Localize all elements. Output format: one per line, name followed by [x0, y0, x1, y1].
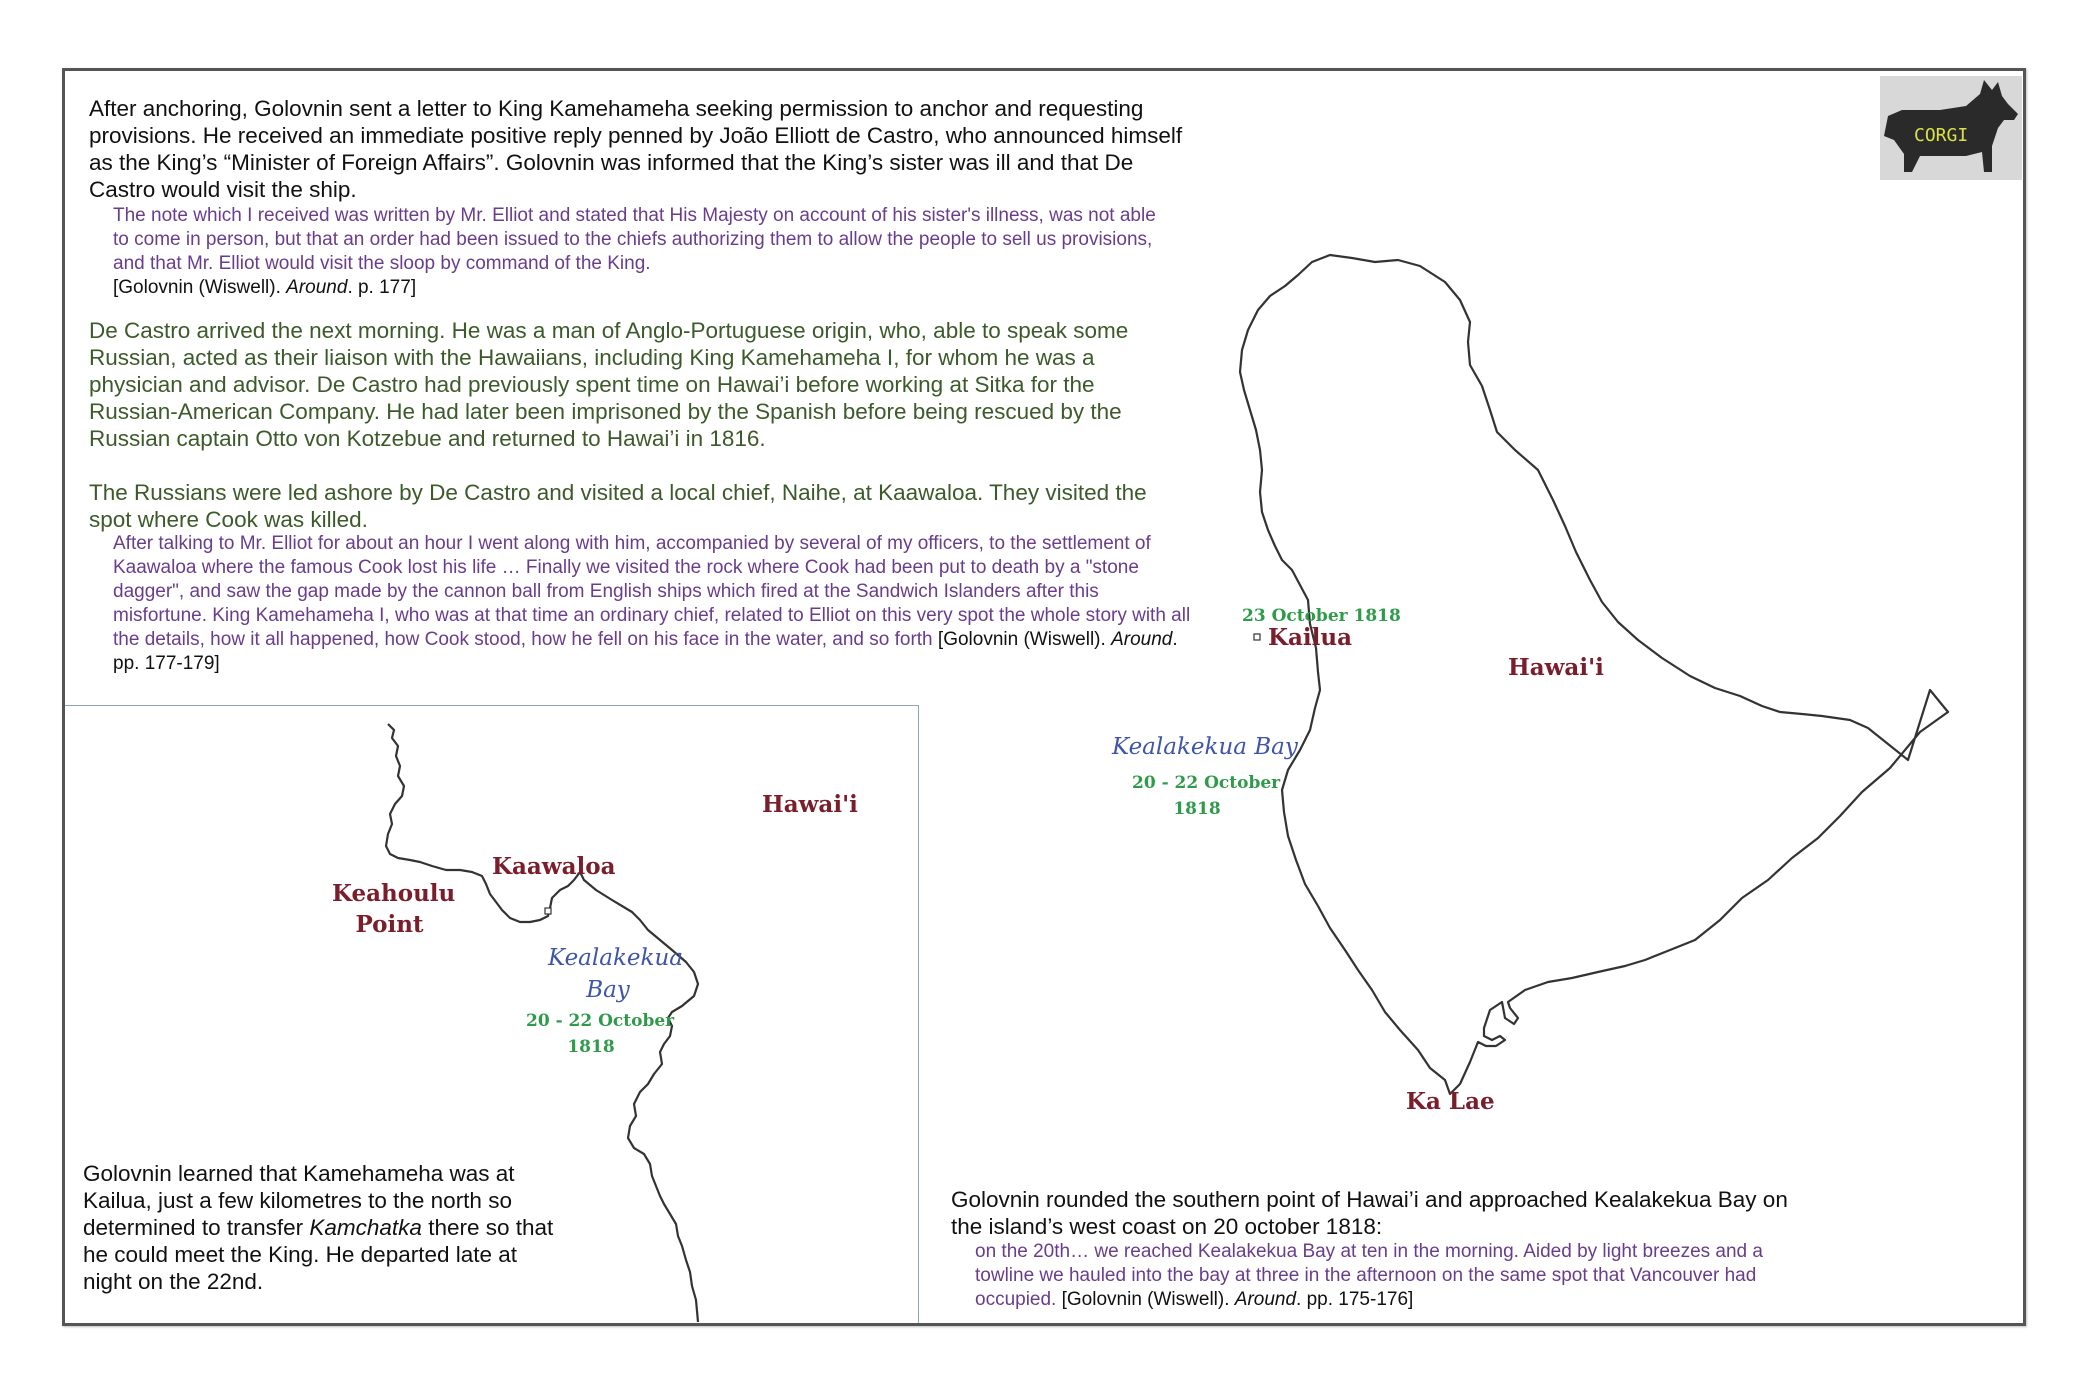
quote-arrival-text: on the 20th… we reached Kealakekua Bay at ten in the morning. Aided by light breezes and a towline we hauled into the bay at three in the afternoon on the same spot that Vancouver had occupied.: [975, 1241, 1763, 1310]
inset-bay-date-line1: 20 - 22 October: [526, 1011, 675, 1031]
citation-3-post: . pp. 175-176]: [1296, 1289, 1414, 1310]
corgi-logo: [1880, 76, 2022, 180]
inset-island-label: Hawai'i: [762, 791, 858, 818]
logo-text: CORGI: [1914, 125, 1969, 146]
citation-2-title: Around: [1111, 629, 1173, 650]
paragraph-approach: Golovnin rounded the southern point of Hawai’i and approached Kealakekua Bay on the island’s west coast on 20 october 1818:: [951, 1187, 1788, 1239]
inset-bay-date-line2: 1818: [567, 1037, 615, 1057]
citation-1-pre: [Golovnin (Wiswell).: [113, 277, 287, 298]
paragraph-anchoring: After anchoring, Golovnin sent a letter to King Kamehameha seeking permission to anchor and requesting provisions. He received an immediate positive reply penned by João Elliott de Castro, who announced himself as the King’s “Minister of Foreign Affairs”. Golovnin was informed that the King’s sister was ill and that De Castro would visit the ship.: [89, 96, 1183, 202]
kailua-marker: [1254, 634, 1260, 640]
inset-bay-date-label: [526, 1008, 675, 1060]
kailua-label: Kailua: [1268, 624, 1352, 651]
keahoulu-point-line2: Point: [355, 911, 424, 938]
citation-1-title: Around: [286, 277, 348, 298]
keahoulu-point-line1: Keahoulu: [332, 880, 456, 907]
main-bay-date-line1: 20 - 22 October: [1132, 773, 1281, 793]
citation-2-post: . pp. 177-179]: [113, 629, 1178, 674]
kaawaloa-label: Kaawaloa: [492, 853, 616, 880]
citation-1-post: . p. 177]: [347, 277, 417, 298]
citation-3-title: Around: [1234, 1289, 1297, 1310]
keahoulu-point-label: [332, 878, 456, 940]
quote-kaawaloa-visit-text: After talking to Mr. Elliot for about an hour I went along with him, accompanied by several of my officers, to the settlement of Kaawaloa where the famous Cook lost his life … Finally we visited the rock where Cook had been put to death by a "stone dagger", and saw the gap made by the cannon ball from English ships which fired at the Sandwich Islanders after this misfortune. King Kamehameha I, who was at that time an ordinary chief, related to Elliot on this very spot the whole story with all the details, how it all happened, how Cook stood, how he fell on his face in the water, and so forth: [113, 533, 1191, 650]
main-bay-label: Kealakekua Bay: [1112, 734, 1298, 760]
paragraph-de-castro: De Castro arrived the next morning. He was a man of Anglo-Portuguese origin, who, able to speak some Russian, acted as their liaison with the Hawaiians, including King Kamehameha I, for whom he was a physician and advisor. De Castro had previously spent time on Hawai’i before working at Sitka for the Russian-American Company. He had later been imprisoned by the Spanish before being rescued by the Russian captain Otto von Kotzebue and returned to Hawai’i in 1816.: [89, 318, 1129, 451]
citation-3-pre: [Golovnin (Wiswell).: [1056, 1289, 1235, 1310]
ka-lae-label: Ka Lae: [1406, 1088, 1495, 1115]
quote-elliot-note-text: The note which I received was written by Mr. Elliot and stated that His Majesty on account of his sister's illness, was not able to come in person, but that an order had been issued to the chiefs authorizing them to allow the people to sell us provisions, and that Mr. Elliot would visit the sloop by command of the King.: [113, 205, 1156, 274]
kailua-date-label: 23 October 1818: [1242, 606, 1401, 626]
paragraph-kailua-transfer-pre: Golovnin learned that Kamehameha was at Kailua, just a few kilometres to the north so determined to transfer: [83, 1161, 515, 1240]
inset-bay-line2: Bay: [586, 977, 630, 1003]
corgi-silhouette-icon: [1880, 76, 2022, 180]
inset-bay-label: [548, 942, 683, 1006]
inset-bay-line1: Kealakekua: [548, 945, 683, 971]
ship-name: Kamchatka: [309, 1215, 422, 1240]
paragraph-russians-ashore: The Russians were led ashore by De Castro and visited a local chief, Naihe, at Kaawaloa. They visited the spot where Cook was killed.: [89, 480, 1147, 532]
main-island-label: Hawai'i: [1508, 654, 1604, 681]
main-bay-date-label: [1132, 770, 1281, 822]
main-bay-date-line2: 1818: [1173, 799, 1221, 819]
kaawaloa-marker: [545, 908, 551, 914]
paragraph-kailua-transfer-post: there so that he could meet the King. He departed late at night on the 22nd.: [83, 1215, 554, 1294]
citation-2-pre: [Golovnin (Wiswell).: [932, 629, 1112, 650]
